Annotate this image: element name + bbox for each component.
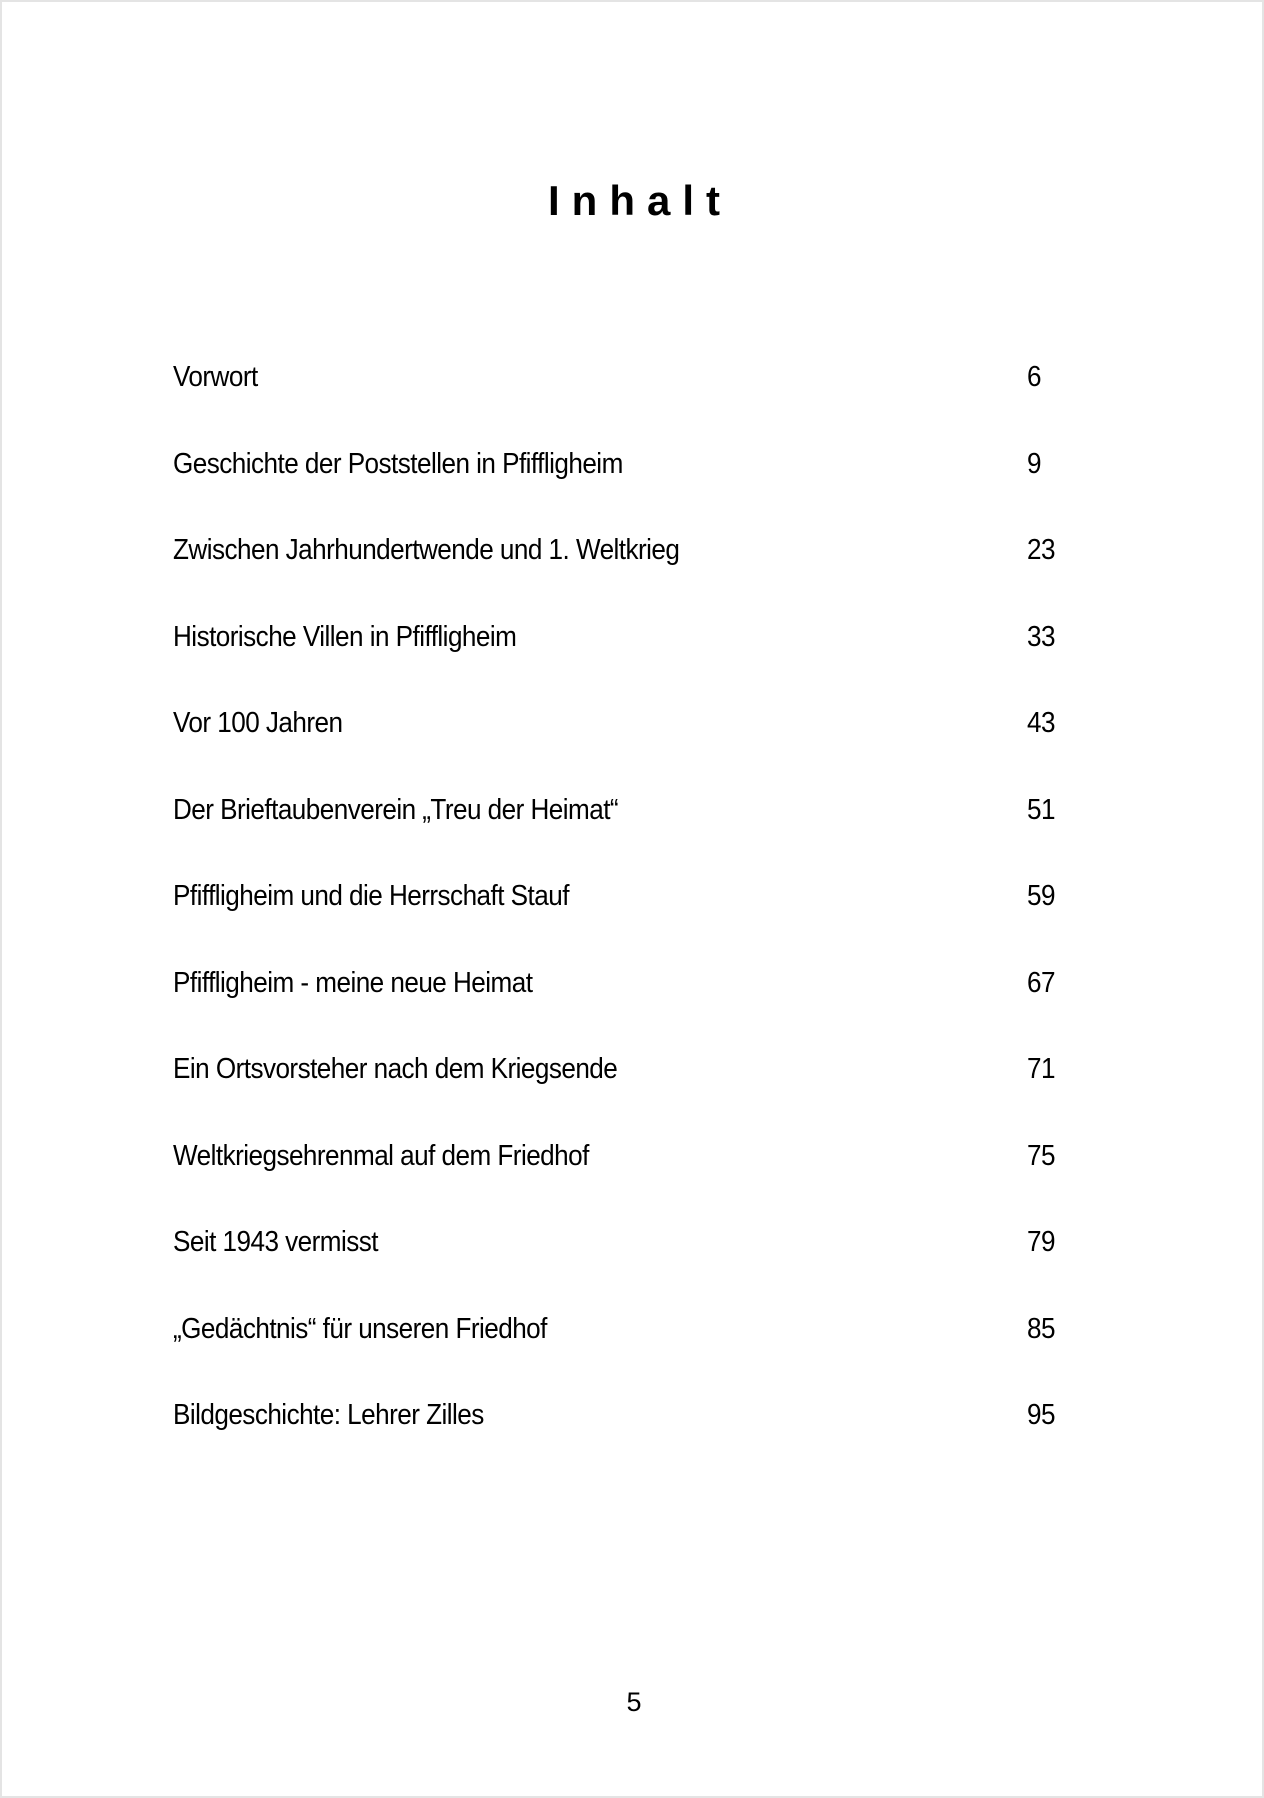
toc-entry-page: 71: [1027, 1053, 1055, 1085]
toc-entry-title: Historische Villen in Pfiffligheim: [173, 620, 517, 653]
toc-entry-page: 79: [1027, 1226, 1055, 1258]
toc-entry-title: Geschichte der Poststellen in Pfiffligheim: [173, 447, 623, 480]
toc-entry-title: Zwischen Jahrhundertwende und 1. Weltkrieg: [173, 534, 680, 566]
toc-entry-page: 67: [1027, 966, 1055, 999]
page-number: 5: [626, 1687, 642, 1717]
toc-entry: [173, 876, 1073, 963]
toc-entry: [173, 790, 1073, 877]
toc-entry: [173, 1222, 1073, 1309]
table-of-contents: [173, 357, 1073, 1482]
toc-entry-page: 95: [1027, 1399, 1055, 1431]
toc-entry-title: Ein Ortsvorsteher nach dem Kriegsende: [173, 1053, 618, 1085]
toc-entry-title: Seit 1943 vermisst: [173, 1226, 378, 1258]
toc-entry-page: 23: [1027, 534, 1055, 566]
toc-entry: [173, 1136, 1073, 1223]
toc-entry: [173, 963, 1073, 1050]
toc-entry: [173, 1309, 1073, 1396]
toc-entry: [173, 1049, 1073, 1136]
toc-entry-title: Bildgeschichte: Lehrer Zilles: [173, 1399, 484, 1431]
toc-entry: [173, 703, 1073, 790]
toc-entry: [173, 1395, 1073, 1482]
toc-entry-page: 59: [1027, 880, 1055, 912]
toc-entry-title: Der Brieftaubenverein „Treu der Heimat“: [173, 793, 619, 826]
toc-entry-page: 43: [1027, 707, 1055, 739]
toc-entry-title: Vor 100 Jahren: [173, 707, 343, 739]
toc-entry-page: 6: [1027, 361, 1041, 393]
toc-entry-page: 85: [1027, 1312, 1055, 1345]
toc-entry-page: 51: [1027, 793, 1055, 826]
page-title: Inhalt: [548, 177, 732, 224]
toc-entry-title: Pfiffligheim - meine neue Heimat: [173, 966, 533, 999]
toc-entry: [173, 357, 1073, 444]
toc-entry: [173, 530, 1073, 617]
toc-entry: [173, 444, 1073, 531]
toc-entry-title: Weltkriegsehrenmal auf dem Friedhof: [173, 1139, 589, 1172]
toc-entry-page: 75: [1027, 1139, 1055, 1172]
toc-entry-title: Vorwort: [173, 361, 258, 393]
toc-entry-title: „Gedächtnis“ für unseren Friedhof: [173, 1312, 547, 1345]
toc-entry-title: Pfiffligheim und die Herrschaft Stauf: [173, 880, 569, 912]
toc-entry: [173, 617, 1073, 704]
toc-entry-page: 33: [1027, 620, 1055, 653]
toc-entry-page: 9: [1027, 447, 1041, 480]
